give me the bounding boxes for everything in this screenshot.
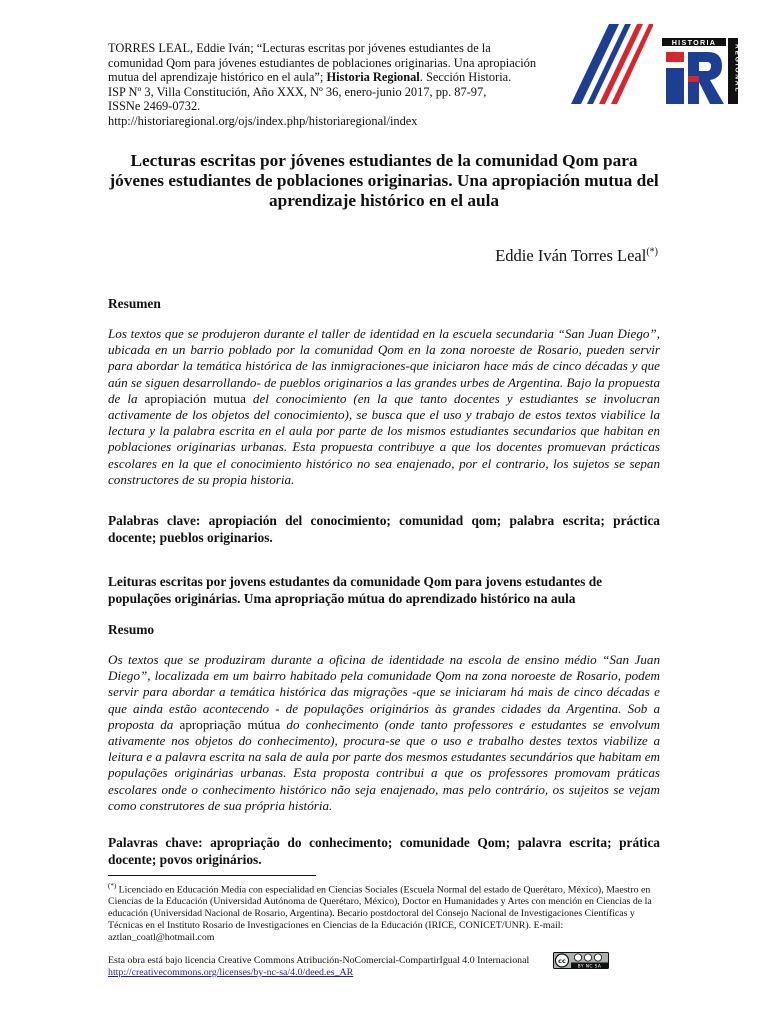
footnote-marker: (*) (108, 882, 117, 890)
citation-line: comunidad Qom para jóvenes estudiantes de poblaciones originarias. Una apropiación (108, 55, 537, 70)
portuguese-title: Leituras escritas por jovens estudantes da comunidade Qom para jovens estudantes de populações originárias. Uma apropriação mútua do aprendizado histórico na aula (108, 574, 603, 606)
resumen-text-part: Los textos que se produjeron durante el taller de identidad en la escuela secundaria “San Juan Diego”, ubicada en un barrio poblado por la comunidad Qom en la zona noroeste de Rosario, pueden servir para abordar la temática histórica de las inmigraciones-que iniciaron hace más de cinco décadas y que aún se siguen desarrollando- de pueblos originarios a las grandes urbes de Argentina. Bajo la propuesta de la (108, 326, 660, 406)
author-footnote-marker: (*) (646, 246, 658, 258)
cc-badge-terms: BY NC SA (577, 964, 602, 969)
license-text: Esta obra está bajo licencia Creative Commons Atribución-NoComercial-CompartirIgual 4.0 Internacional (108, 955, 530, 966)
license-link[interactable]: http://creativecommons.org/licenses/by-nc-sa/4.0/deed.es_AR (108, 967, 354, 978)
journal-name: Historia Regional (326, 70, 420, 85)
resumo-text-part: do conhecimento (onde tanto professores e estudantes se envolvum ativamente nos objetos do conhecimento), procura-se que o uso e trabalho destes textos viabilize a leitura e a palavra escrita na sala de aula por parte dos mesmos estudantes secundários que habitam em populações originárias urbanas. Esta proposta contribui a que os professores promovam práticas escolares onde o conhecimento histórico não seja enajenado, mas pelo contrário, os sujeitos se vejam como construtores de sua própria história. (108, 716, 660, 813)
resumo-heading: Resumo (108, 622, 155, 637)
author-name: Eddie Iván Torres Leal (495, 246, 647, 265)
article-title: Lecturas escritas por jóvenes estudiantes de la comunidad Qom para jóvenes estudiantes de poblaciones originarias. Una apropiación mutua del aprendizaje histórico en el aula (109, 151, 659, 210)
resumo-highlight: apropriação mútua (179, 716, 281, 732)
logo-side-text: REGIONAL (733, 44, 740, 94)
historia-regional-logo (660, 36, 740, 106)
palavras-chave: Palavras chave: apropriação do conhecimento; comunidade Qom; palavra escrita; prática docente; povos originários. (108, 835, 660, 867)
palabras-clave: Palabras clave: apropiación del conocimiento; comunidad qom; palabra escrita; práctica docente; pueblos originarios. (108, 513, 660, 545)
journal-url-link[interactable]: http://historiaregional.org/ojs/index.php/historiaregional/index (108, 113, 418, 128)
citation-line (108, 70, 563, 85)
issn-line: ISP Nº 3, Villa Constitución, Año XXX, Nº 36, enero-junio 2017, pp. 87-97, (108, 84, 487, 99)
author-footnote (108, 881, 660, 944)
resumen-text (108, 326, 660, 488)
issn-line: ISSNe 2469-0732. (108, 99, 201, 114)
resumen-text-part: del conocimiento (en la que tanto docentes y estudiantes se involucran activamente de los objetos del conocimiento), se busca que el uso y trabajo de estos textos viabilice la lectura y la palabra escrita en el aula por parte de los mismos estudiantes secundarios que habitan en poblaciones originarias urbanas. Esta propuesta contribuye a que los docentes promuevan prácticas escolares en la que el conocimiento histórico no sea enajenado, por el contrario, los sujetos se sepan constructores de su propia historia. (108, 390, 660, 487)
creative-commons-badge-icon[interactable] (553, 952, 609, 969)
citation-line: TORRES LEAL, Eddie Iván; “Lecturas escritas por jóvenes estudiantes de la (108, 41, 491, 55)
resumo-text (108, 652, 660, 814)
footnote-divider (108, 875, 316, 876)
resumo-text-part: Os textos que se produziram durante a oficina de identidade na escola de ensino médio “San Juan Diego”, localizada em um bairro habitado pela comunidade Qom na zona noroeste de Rosario, podem servir para abordar a temática histórica das migrações -que se iniciaram há mais de cinco décadas e que ainda estão acontecendo - de populações originários às grandes cidades da Argentina. Sob a proposta da (108, 652, 660, 732)
cc-badge-text: cc (558, 957, 566, 965)
journal-stripes-graphic (565, 24, 653, 104)
journal-url-line (108, 114, 563, 129)
footnote-text: Licenciado en Educación Media con especialidad en Ciencias Sociales (Escuela Normal del estado de Querétaro, México), Maestro en Ciencias de la Educación (Universidad Autónoma de Querétaro, México), Doctor en Humanidades y Artes con mención en Ciencias de la educación (Universidad Nacional de Rosario, Argentina). Becario postdoctoral del Consejo Nacional de Investigaciones Científicas y Técnicas en el Instituto Rosario de Investigaciones en Ciencias de la Educación (IRICE, CONICET/UNR). E-mail: aztlan_coatl@hotmail.com (108, 884, 652, 943)
citation-line-text: mutua del aprendizaje histórico en el aula”; (108, 70, 327, 85)
resumen-highlight: apropiación mutua (144, 390, 246, 406)
logo-top-text: HISTORIA (671, 37, 717, 47)
author-line (495, 246, 658, 266)
citation-block (108, 41, 563, 129)
journal-section: . Sección Historia. (419, 70, 512, 85)
resumen-heading: Resumen (108, 296, 161, 311)
